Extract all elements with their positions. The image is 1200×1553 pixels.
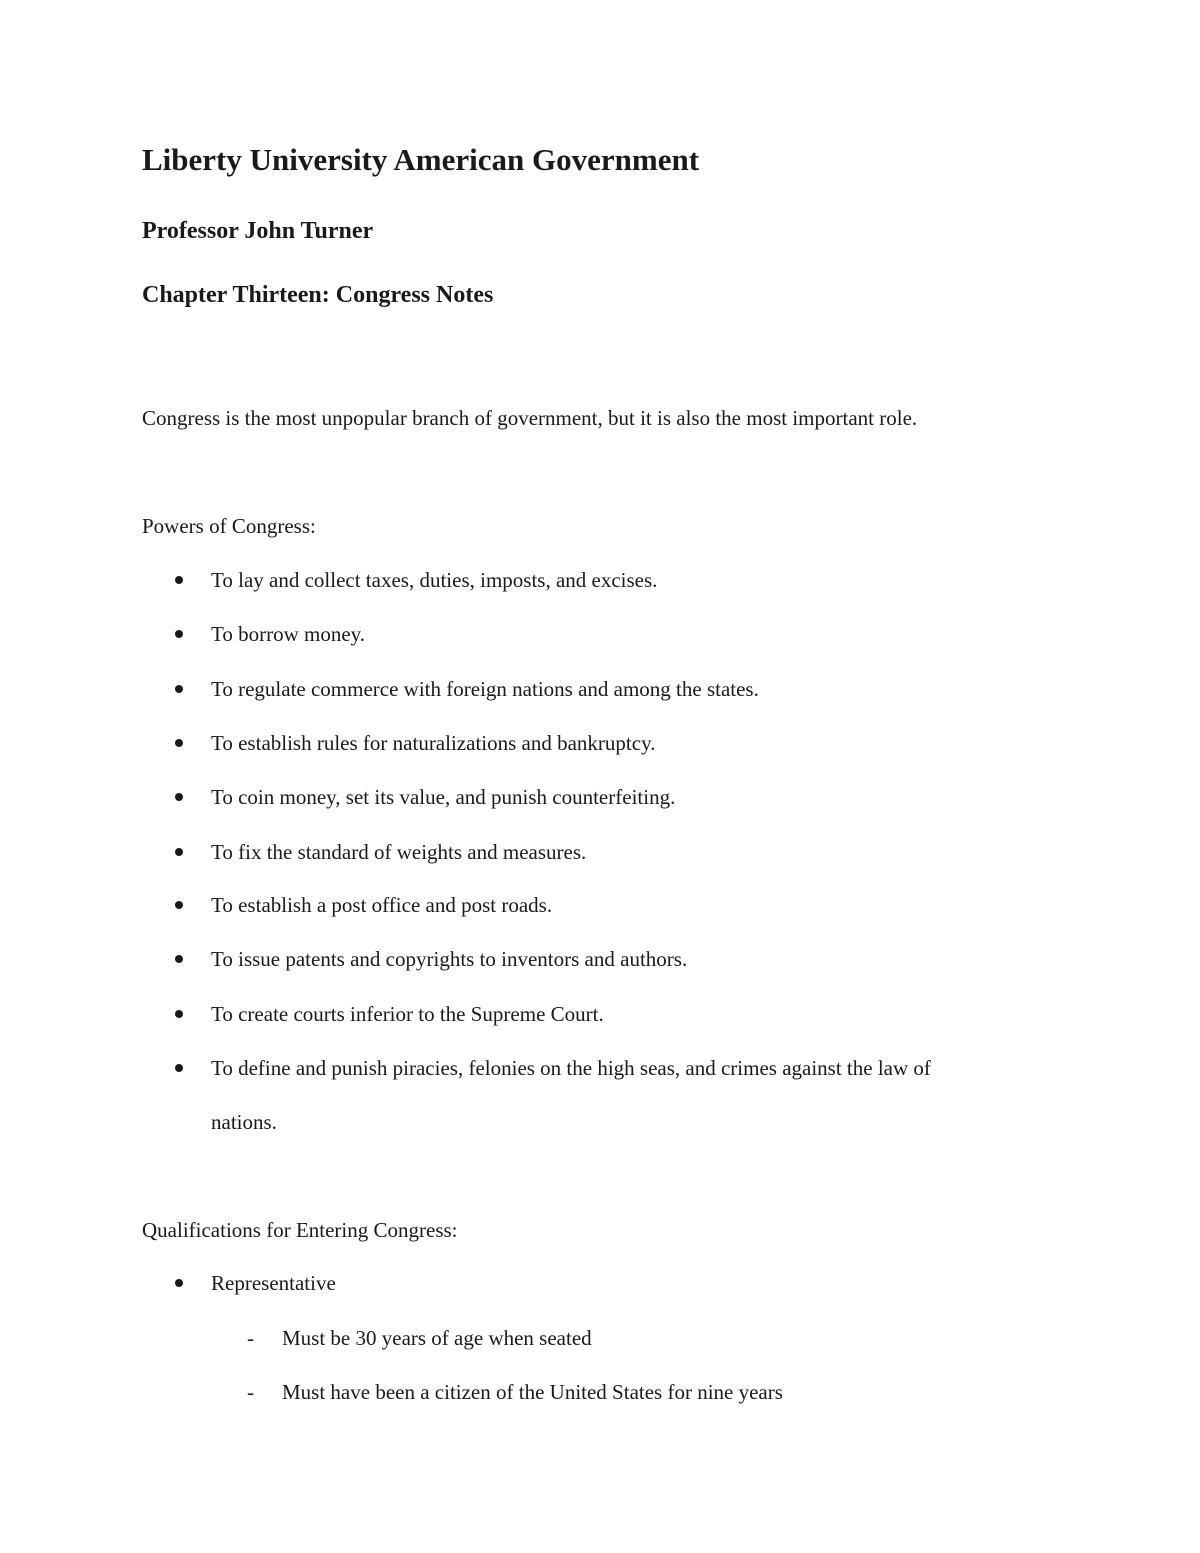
qualifications-heading: Qualifications for Entering Congress: [142, 1218, 458, 1242]
list-item-text: To regulate commerce with foreign nations and among the states. [211, 677, 759, 701]
list-item-text: Must be 30 years of age when seated [282, 1326, 592, 1350]
list-item [0, 1053, 1200, 1083]
list-item-continuation: nations. [211, 1110, 277, 1134]
list-item [0, 999, 1200, 1029]
bullet-icon [175, 1064, 183, 1072]
list-item-text: To borrow money. [211, 622, 366, 646]
bullet-icon [175, 1279, 183, 1287]
document-title: Liberty University American Government [142, 142, 700, 177]
bullet-icon [175, 630, 183, 638]
dash-icon: - [247, 1380, 254, 1404]
bullet-icon [175, 848, 183, 856]
list-item [0, 944, 1200, 974]
list-item [0, 890, 1200, 920]
powers-heading: Powers of Congress: [142, 514, 316, 538]
list-item [0, 619, 1200, 649]
list-item-text: Must have been a citizen of the United States for nine years [282, 1380, 783, 1404]
bullet-icon [175, 739, 183, 747]
list-item [0, 837, 1200, 867]
dash-icon: - [247, 1326, 254, 1350]
list-item-text: To establish a post office and post roads. [211, 893, 553, 917]
list-item-text: To create courts inferior to the Supreme Court. [211, 1002, 604, 1026]
list-item-text: To establish rules for naturalizations and bankruptcy. [211, 731, 656, 755]
list-item [0, 1323, 1200, 1353]
list-item-text: To coin money, set its value, and punish counterfeiting. [211, 785, 676, 809]
list-item [0, 1377, 1200, 1407]
list-item [0, 728, 1200, 758]
list-item [0, 1268, 1200, 1298]
list-item-text: To issue patents and copyrights to inventors and authors. [211, 947, 688, 971]
bullet-icon [175, 1010, 183, 1018]
list-item [0, 782, 1200, 812]
bullet-icon [175, 955, 183, 963]
intro-paragraph: Congress is the most unpopular branch of government, but it is also the most important role. [142, 406, 918, 430]
list-item [0, 674, 1200, 704]
bullet-icon [175, 793, 183, 801]
list-item-text: To fix the standard of weights and measures. [211, 840, 587, 864]
bullet-icon [175, 576, 183, 584]
bullet-icon [175, 685, 183, 693]
bullet-icon [175, 901, 183, 909]
list-item [0, 565, 1200, 595]
list-item-text: Representative [211, 1271, 336, 1295]
chapter-heading: Chapter Thirteen: Congress Notes [142, 282, 494, 308]
list-item-text: To define and punish piracies, felonies on the high seas, and crimes against the law of [211, 1056, 931, 1080]
professor-name: Professor John Turner [142, 218, 374, 244]
list-item-text: To lay and collect taxes, duties, imposts, and excises. [211, 568, 658, 592]
